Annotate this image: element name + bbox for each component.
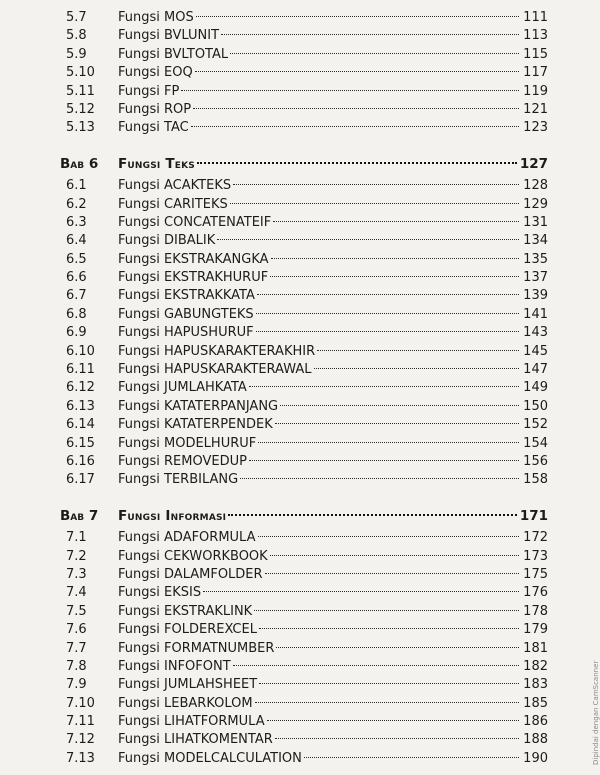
dot-leader (230, 53, 519, 54)
dot-leader (259, 683, 519, 684)
entry-title: Fungsi EKSTRAKANGKA (118, 251, 269, 267)
entry-number: 6.14 (66, 417, 95, 433)
toc-entry (60, 453, 548, 471)
entry-title: Fungsi DIBALIK (118, 233, 216, 249)
page-number: 117 (523, 65, 548, 81)
entry-title: Fungsi GABUNGTEKS (118, 306, 254, 322)
page-number: 137 (523, 270, 548, 286)
dot-leader (270, 555, 519, 556)
dot-leader (181, 90, 519, 91)
toc-entry (60, 306, 548, 324)
toc-entry (60, 177, 548, 195)
entry-title: Fungsi CARITEKS (118, 196, 228, 212)
chapter-heading (60, 155, 548, 173)
entry-number: 7.6 (66, 622, 87, 638)
page-number: 171 (519, 507, 548, 524)
page-number: 128 (523, 178, 548, 194)
page-number: 111 (523, 10, 548, 25)
scanner-watermark-text: Dipindai dengan CamScanner (592, 660, 600, 765)
dot-leader (304, 757, 519, 758)
page-number: 147 (523, 362, 548, 378)
entry-number: 6.17 (66, 472, 95, 488)
toc-entry (60, 731, 548, 749)
toc-entry (60, 64, 548, 82)
dot-leader (273, 221, 519, 222)
page-number: 154 (523, 435, 548, 451)
entry-title: Fungsi EKSTRAKLINK (118, 603, 253, 619)
entry-number: 5.12 (66, 101, 95, 117)
entry-title: Fungsi LEBARKOLOM (118, 695, 253, 711)
toc-entry (60, 324, 548, 342)
toc-entry (60, 416, 548, 434)
entry-title: Fungsi ROP (118, 101, 192, 117)
dot-leader (193, 108, 519, 109)
chapter-heading (60, 507, 548, 525)
page-number: 150 (523, 398, 548, 414)
page-number: 176 (523, 585, 548, 601)
page-number: 139 (523, 288, 548, 304)
page-number: 113 (523, 28, 548, 44)
chapter-title: Fungsi Informasi (118, 507, 227, 524)
entry-number: 5.9 (66, 46, 87, 62)
entry-number: 7.1 (66, 530, 87, 546)
page-number: 145 (523, 343, 548, 359)
entry-title: Fungsi HAPUSHURUF (118, 325, 254, 341)
page-number: 188 (523, 732, 548, 748)
toc-entry (60, 287, 548, 305)
dot-leader (249, 460, 519, 461)
toc-entry (60, 566, 548, 584)
entry-title: Fungsi EKSTRAKHURUF (118, 270, 269, 286)
toc-entry (60, 658, 548, 676)
toc-entry (60, 83, 548, 101)
dot-leader (191, 126, 519, 127)
entry-title: Fungsi FP (118, 83, 180, 99)
page-number: 121 (523, 101, 548, 117)
toc-entry (60, 101, 548, 119)
entry-number: 6.8 (66, 306, 87, 322)
entry-number: 6.11 (66, 362, 95, 378)
entry-title: Fungsi TERBILANG (118, 472, 239, 488)
dot-leader (270, 276, 519, 277)
page-number: 127 (519, 155, 548, 172)
page-number: 185 (523, 695, 548, 711)
toc-entry (60, 584, 548, 602)
toc-entry (60, 119, 548, 137)
dot-leader (254, 610, 519, 611)
entry-number: 6.3 (66, 214, 87, 230)
dot-leader (257, 294, 519, 295)
dot-leader (259, 628, 519, 629)
dot-leader (275, 738, 519, 739)
toc-entry (60, 214, 548, 232)
page-number: 152 (523, 417, 548, 433)
dot-leader (203, 591, 519, 592)
dot-leader (271, 258, 519, 259)
page-number: 141 (523, 306, 548, 322)
entry-number: 6.12 (66, 380, 95, 396)
dot-leader (314, 368, 519, 369)
toc-entry (60, 676, 548, 694)
page-number: 135 (523, 251, 548, 267)
entry-title: Fungsi ADAFORMULA (118, 530, 256, 546)
page-number: 115 (523, 46, 548, 62)
dot-leader (230, 203, 519, 204)
toc-entry (60, 750, 548, 768)
toc-entry (60, 27, 548, 45)
toc-entry (60, 603, 548, 621)
page-number: 186 (523, 714, 548, 730)
dot-leader (265, 573, 519, 574)
dot-leader (197, 162, 517, 164)
page-number: 158 (523, 472, 548, 488)
entry-title: Fungsi JUMLAHKATA (118, 380, 247, 396)
entry-number: 7.2 (66, 548, 87, 564)
toc-entry (60, 196, 548, 214)
dot-leader (221, 34, 519, 35)
page-number: 175 (523, 566, 548, 582)
toc-entry (60, 251, 548, 269)
entry-number: 7.8 (66, 658, 87, 674)
entry-title: Fungsi ACAKTEKS (118, 178, 232, 194)
entry-title: Fungsi CEKWORKBOOK (118, 548, 268, 564)
entry-number: 6.15 (66, 435, 95, 451)
entry-title: Fungsi BVLTOTAL (118, 46, 229, 62)
page-number: 182 (523, 658, 548, 674)
entry-number: 7.3 (66, 566, 87, 582)
page-number: 156 (523, 453, 548, 469)
page-number: 123 (523, 120, 548, 136)
entry-title: Fungsi LIHATKOMENTAR (118, 732, 273, 748)
dot-leader (196, 16, 519, 17)
entry-title: Fungsi HAPUSKARAKTERAKHIR (118, 343, 316, 359)
entry-number: 5.11 (66, 83, 95, 99)
entry-title: Fungsi INFOFONT (118, 658, 231, 674)
entry-title: Fungsi MODELHURUF (118, 435, 257, 451)
entry-number: 6.4 (66, 233, 87, 249)
dot-leader (258, 536, 520, 537)
entry-title: Fungsi EOQ (118, 65, 193, 81)
page-number: 172 (523, 530, 548, 546)
toc-entry (60, 695, 548, 713)
page-number: 181 (523, 640, 548, 656)
dot-leader (240, 478, 519, 479)
entry-number: 7.7 (66, 640, 87, 656)
entry-title: Fungsi REMOVEDUP (118, 453, 247, 469)
entry-title: Fungsi DALAMFOLDER (118, 566, 263, 582)
entry-title: Fungsi JUMLAHSHEET (118, 677, 258, 693)
scanner-watermark (582, 660, 600, 770)
dot-leader (267, 720, 519, 721)
dot-leader (255, 702, 519, 703)
toc-entry (60, 471, 548, 489)
entry-number: 6.10 (66, 343, 95, 359)
entry-number: 6.6 (66, 270, 87, 286)
toc-entry (60, 232, 548, 250)
entry-number: 5.10 (66, 65, 95, 81)
entry-title: Fungsi KATATERPENDEK (118, 417, 273, 433)
entry-number: 7.11 (66, 714, 95, 730)
entry-title: Fungsi BVLUNIT (118, 28, 220, 44)
entry-number: 7.9 (66, 677, 87, 693)
toc-entry (60, 435, 548, 453)
toc-entry (60, 9, 548, 27)
entry-number: 6.7 (66, 288, 87, 304)
dot-leader (249, 386, 519, 387)
dot-leader (233, 665, 519, 666)
dot-leader (195, 71, 519, 72)
entry-number: 6.13 (66, 398, 95, 414)
dot-leader (256, 331, 519, 332)
page-number: 173 (523, 548, 548, 564)
chapter-number: Bab 6 (60, 155, 99, 172)
toc-entry (60, 379, 548, 397)
entry-number: 7.5 (66, 603, 87, 619)
entry-title: Fungsi TAC (118, 120, 189, 136)
toc-entry (60, 548, 548, 566)
entry-title: Fungsi EKSTRAKKATA (118, 288, 255, 304)
toc-entry (60, 46, 548, 64)
toc-entry (60, 343, 548, 361)
dot-leader (233, 184, 519, 185)
toc-entry (60, 398, 548, 416)
page-number: 149 (523, 380, 548, 396)
page-number: 178 (523, 603, 548, 619)
entry-number: 5.7 (66, 10, 87, 25)
dot-leader (258, 442, 519, 443)
page-number: 134 (523, 233, 548, 249)
dot-leader (228, 514, 517, 516)
entry-number: 6.9 (66, 325, 87, 341)
entry-title: Fungsi LIHATFORMULA (118, 714, 265, 730)
entry-title: Fungsi MODELCALCULATION (118, 750, 302, 766)
entry-number: 5.8 (66, 28, 87, 44)
toc-entry (60, 640, 548, 658)
toc-entry (60, 529, 548, 547)
entry-title: Fungsi FORMATNUMBER (118, 640, 275, 656)
toc-entry (60, 713, 548, 731)
entry-number: 6.2 (66, 196, 87, 212)
dot-leader (317, 350, 519, 351)
entry-number: 5.13 (66, 120, 95, 136)
page-number: 131 (523, 214, 548, 230)
entry-number: 6.16 (66, 453, 95, 469)
dot-leader (280, 405, 519, 406)
page-number: 119 (523, 83, 548, 99)
dot-leader (276, 647, 519, 648)
entry-title: Fungsi KATATERPANJANG (118, 398, 279, 414)
page-number: 143 (523, 325, 548, 341)
dot-leader (275, 423, 519, 424)
toc-entry (60, 621, 548, 639)
entry-title: Fungsi HAPUSKARAKTERAWAL (118, 362, 312, 378)
page-number: 179 (523, 622, 548, 638)
table-of-contents (60, 9, 548, 768)
entry-number: 7.13 (66, 750, 95, 766)
entry-number: 7.12 (66, 732, 95, 748)
entry-number: 6.1 (66, 178, 87, 194)
toc-entry (60, 361, 548, 379)
chapter-title: Fungsi Teks (118, 155, 195, 172)
entry-title: Fungsi FOLDEREXCEL (118, 622, 257, 638)
entry-number: 7.10 (66, 695, 95, 711)
chapter-number: Bab 7 (60, 507, 99, 524)
page-number: 190 (523, 750, 548, 766)
entry-number: 6.5 (66, 251, 87, 267)
page-number: 183 (523, 677, 548, 693)
entry-title: Fungsi CONCATENATEIF (118, 214, 272, 230)
dot-leader (217, 239, 519, 240)
entry-title: Fungsi MOS (118, 10, 194, 25)
page-number: 129 (523, 196, 548, 212)
entry-number: 7.4 (66, 585, 87, 601)
toc-entry (60, 269, 548, 287)
entry-title: Fungsi EKSIS (118, 585, 202, 601)
dot-leader (256, 313, 519, 314)
